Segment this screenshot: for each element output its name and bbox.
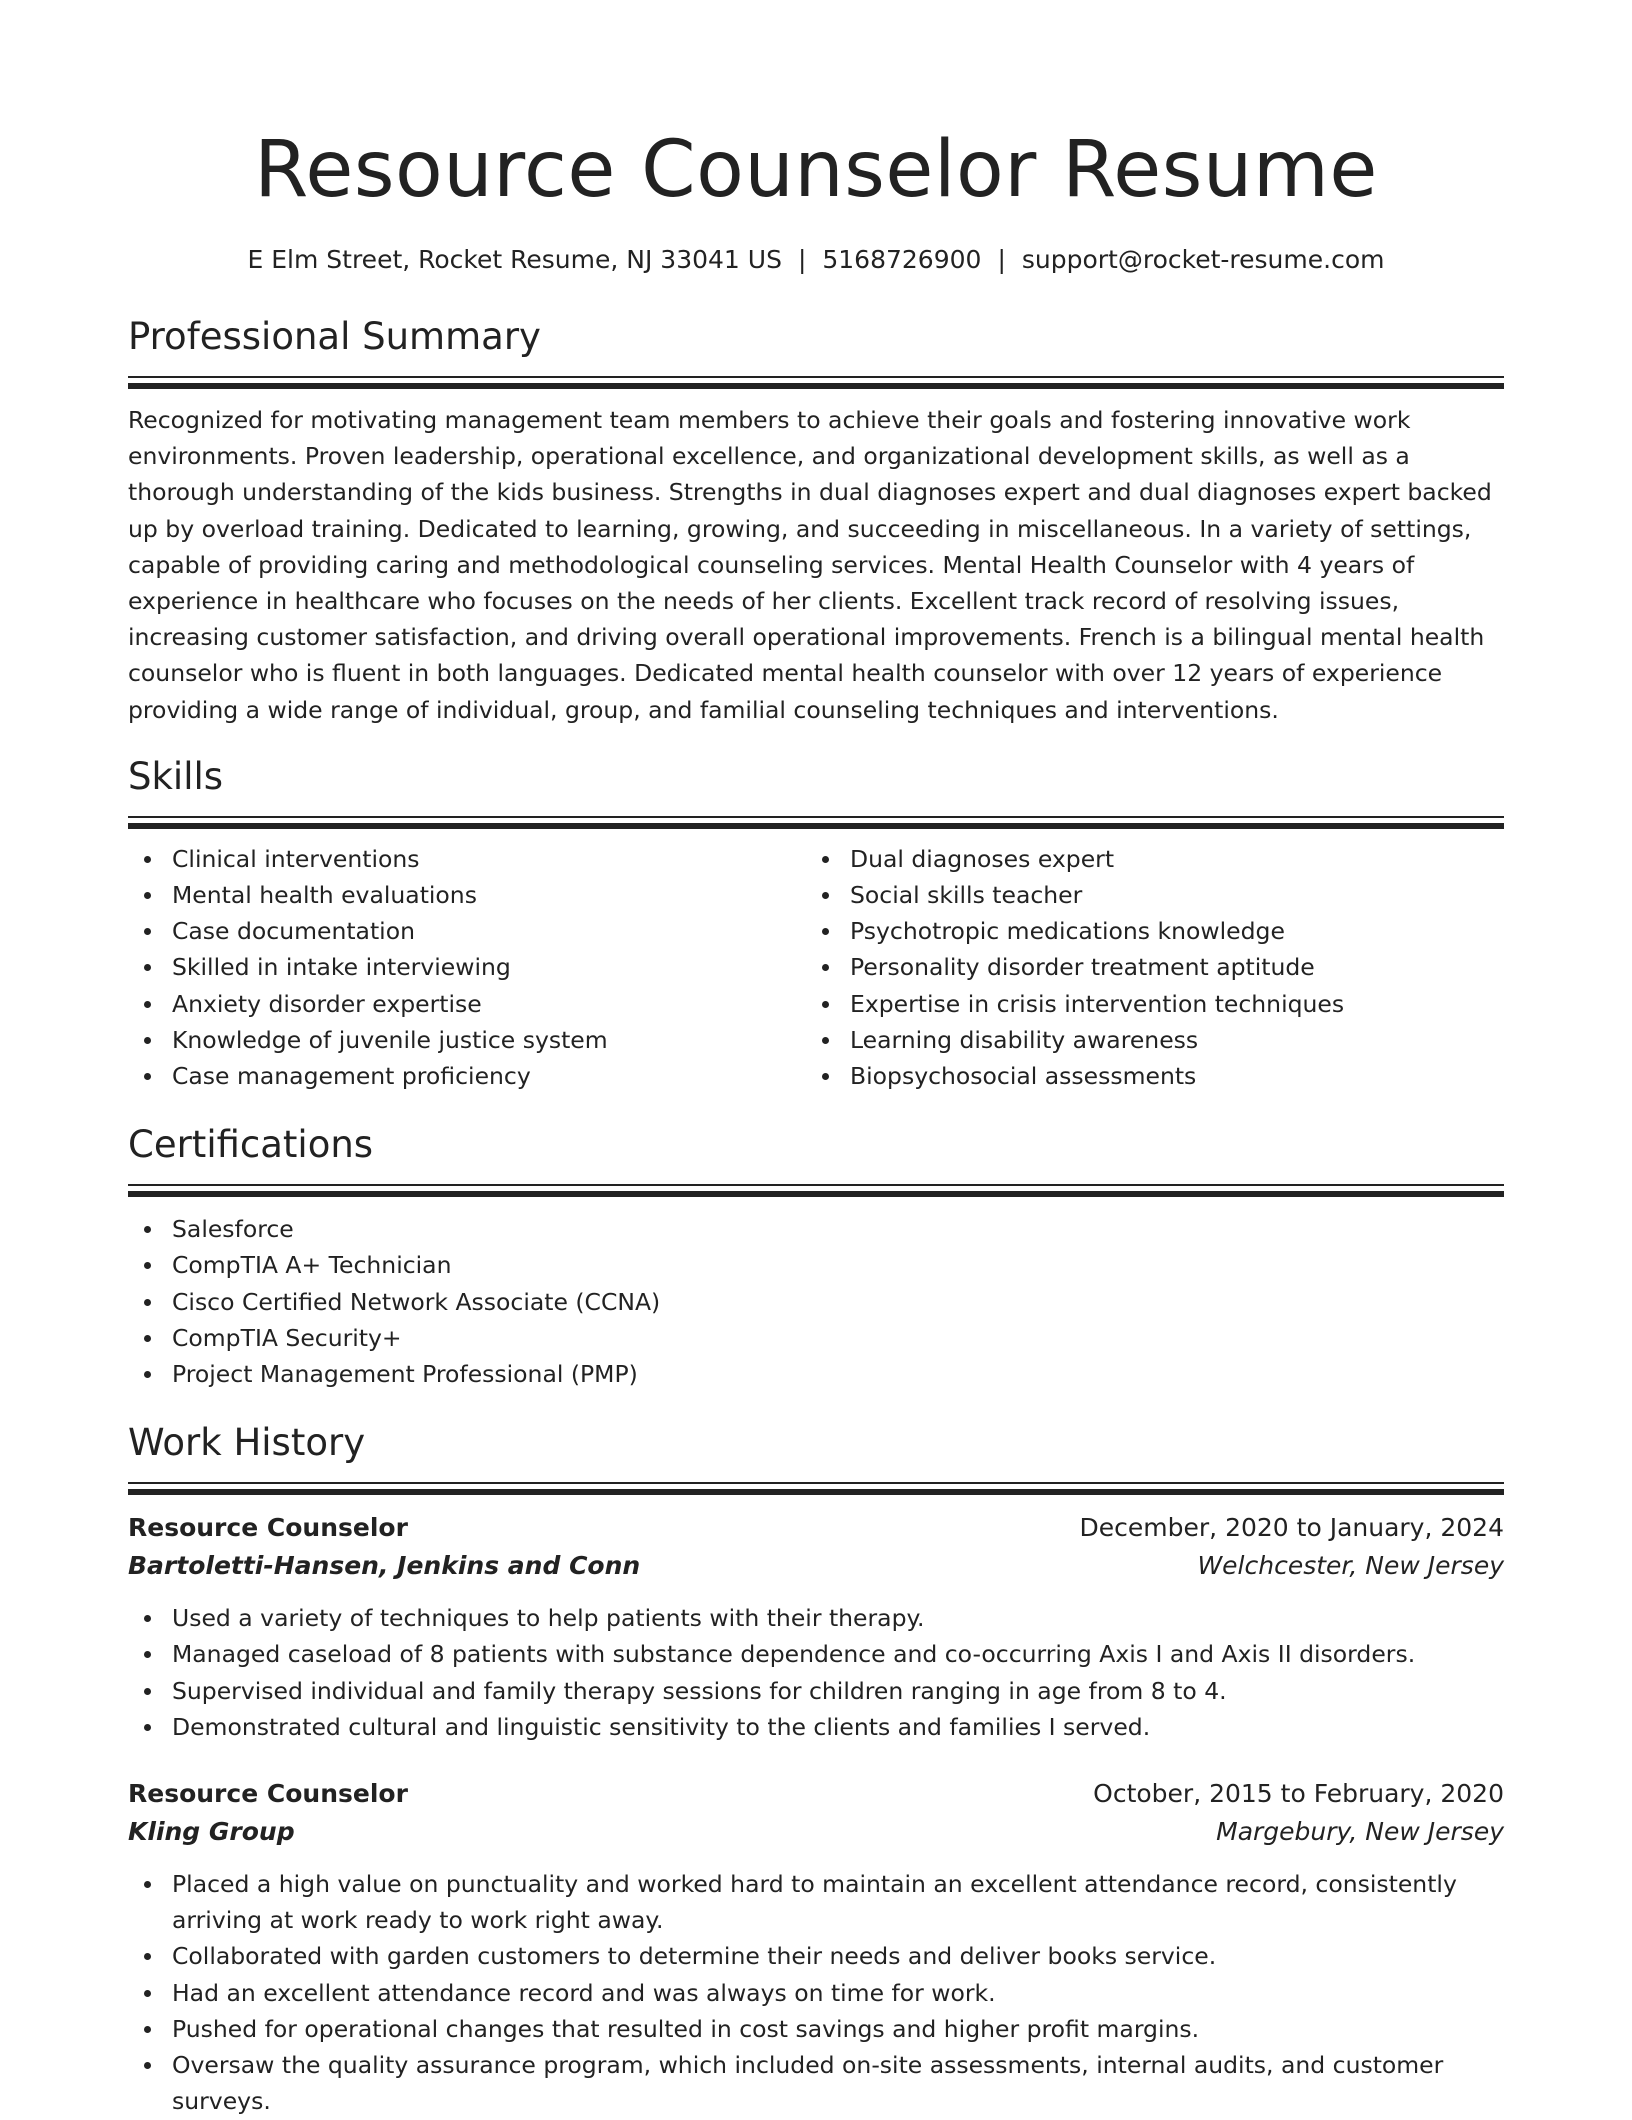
- job-bullet: Demonstrated cultural and linguistic sensitivity to the clients and families I served.: [128, 1709, 1504, 1745]
- certification-item: Salesforce: [128, 1211, 1504, 1247]
- job-bullet: Had an excellent attendance record and was always on time for work.: [128, 1975, 1504, 2011]
- job-header-row: [128, 1509, 1504, 1547]
- job-bullet: Placed a high value on punctuality and worked hard to maintain an excellent attendance record, consistently arriving at work ready to work right away.: [128, 1866, 1504, 1938]
- skill-item: Mental health evaluations: [128, 877, 806, 913]
- section-divider: [128, 376, 1504, 389]
- job-bullet-list: [128, 1600, 1504, 1745]
- contact-phone: 5168726900: [822, 245, 982, 274]
- contact-separator: |: [997, 245, 1006, 274]
- skill-item: Personality disorder treatment aptitude: [806, 949, 1484, 985]
- job-company-row: [128, 1547, 1504, 1585]
- skill-item: Learning disability awareness: [806, 1022, 1484, 1058]
- skill-item: Anxiety disorder expertise: [128, 986, 806, 1022]
- job-company-row: [128, 1813, 1504, 1851]
- skills-list-right: [806, 841, 1484, 1094]
- skill-item: Social skills teacher: [806, 877, 1484, 913]
- job-bullet: Supervised individual and family therapy sessions for children ranging in age from 8 to 4.: [128, 1673, 1504, 1709]
- job-header-row: [128, 1775, 1504, 1813]
- certifications-section: [128, 1122, 1504, 1392]
- job-bullet-list: [128, 1866, 1504, 2119]
- skill-item: Biopsychosocial assessments: [806, 1058, 1484, 1094]
- skill-item: Dual diagnoses expert: [806, 841, 1484, 877]
- job-company: Bartoletti-Hansen, Jenkins and Conn: [128, 1551, 641, 1581]
- certification-item: CompTIA A+ Technician: [128, 1247, 1504, 1283]
- work-history-section: [128, 1420, 1504, 2119]
- skills-columns: [128, 841, 1504, 1094]
- summary-text: Recognized for motivating management team members to achieve their goals and fostering innovative work environments. Proven leadership, operational excellence, and organizational development skills, as well as a thorough understanding of the kids business. Strengths in dual diagnoses expert and dual diagnoses expert backed up by overload training. Dedicated to learning, growing, and succeeding in miscellaneous. In a variety of settings, capable of providing caring and methodological counseling services. Mental Health Counselor with 4 years of experience in healthcare who focuses on the needs of her clients. Excellent track record of resolving issues, increasing customer satisfaction, and driving overall operational improvements. French is a bilingual mental health counselor who is fluent in both languages. Dedicated mental health counselor with over 12 years of experience providing a wide range of individual, group, and familial counseling techniques and interventions.: [128, 406, 1492, 724]
- skill-item: Case documentation: [128, 913, 806, 949]
- skills-list-left: [128, 841, 806, 1094]
- job-bullet: Pushed for operational changes that resulted in cost savings and higher profit margins.: [128, 2011, 1504, 2047]
- job-dates: December, 2020 to January, 2024: [1079, 1513, 1504, 1543]
- skills-section: [128, 754, 1504, 1094]
- contact-email: support@rocket-resume.com: [1021, 245, 1385, 274]
- contact-line: [128, 244, 1504, 276]
- skill-item: Case management proficiency: [128, 1058, 806, 1094]
- section-divider: [128, 816, 1504, 829]
- skill-item: Psychotropic medications knowledge: [806, 913, 1484, 949]
- section-title-work-history: Work History: [128, 1421, 366, 1465]
- job-bullet: Used a variety of techniques to help patients with their therapy.: [128, 1600, 1504, 1636]
- section-title-certifications: Certifications: [128, 1123, 374, 1167]
- certification-item: CompTIA Security+: [128, 1320, 1504, 1356]
- certification-item: Cisco Certified Network Associate (CCNA): [128, 1284, 1504, 1320]
- summary-section: [128, 314, 1504, 728]
- job-bullet: Collaborated with garden customers to determine their needs and deliver books service.: [128, 1938, 1504, 1974]
- job-title: Resource Counselor: [128, 1779, 408, 1809]
- skill-item: Clinical interventions: [128, 841, 806, 877]
- section-title-summary: Professional Summary: [128, 315, 541, 358]
- job-bullet: Managed caseload of 8 patients with substance dependence and co-occurring Axis I and Axis II disorders.: [128, 1636, 1504, 1672]
- job-title: Resource Counselor: [128, 1513, 408, 1543]
- contact-separator: |: [797, 245, 807, 274]
- job-entry: [128, 1775, 1504, 2119]
- section-divider: [128, 1184, 1504, 1197]
- certification-item: Project Management Professional (PMP): [128, 1356, 1504, 1392]
- skill-item: Expertise in crisis intervention techniques: [806, 986, 1484, 1022]
- section-title-skills: Skills: [128, 754, 224, 798]
- skill-item: Skilled in intake interviewing: [128, 949, 806, 985]
- job-location: Margebury, New Jersey: [1216, 1817, 1504, 1847]
- section-divider: [128, 1482, 1504, 1495]
- job-dates: October, 2015 to February, 2020: [1093, 1779, 1504, 1809]
- contact-address: E Elm Street, Rocket Resume, NJ 33041 US: [247, 245, 782, 274]
- job-company: Kling Group: [128, 1817, 295, 1847]
- resume-title: Resource Counselor Resume: [254, 125, 1378, 215]
- job-entry: [128, 1509, 1504, 1745]
- skill-item: Knowledge of juvenile justice system: [128, 1022, 806, 1058]
- certifications-list: [128, 1211, 1504, 1392]
- job-bullet: Oversaw the quality assurance program, which included on-site assessments, internal audits, and customer surveys.: [128, 2047, 1504, 2119]
- resume-page: [128, 0, 1504, 2120]
- job-location: Welchcester, New Jersey: [1197, 1551, 1504, 1581]
